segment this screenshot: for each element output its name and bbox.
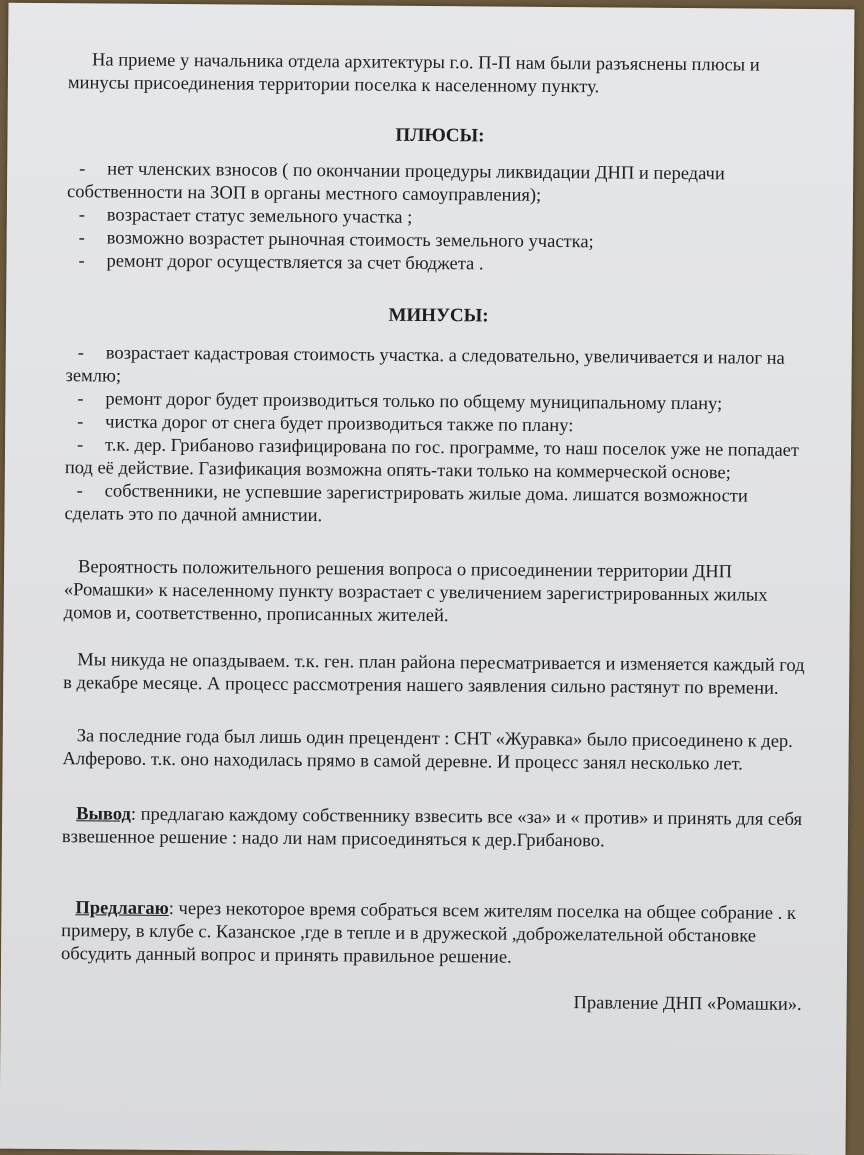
list-dash: - — [76, 481, 83, 502]
list-dash: - — [78, 251, 85, 272]
list-dash: - — [78, 205, 86, 226]
cons-heading: МИНУСЫ: — [388, 304, 489, 327]
list-dash: - — [77, 412, 84, 433]
pros-list — [66, 158, 812, 279]
intro-paragraph: На приеме у начальника отдела архитектуры г.о. П-П нам были разъяснены плюсы и минусы присоединения территории поселка к населенному пункту. — [67, 50, 760, 98]
list-item-text: нет членских взносов ( по окончании процедуры ликвидации ДНП и передачи собственности на ЗОП в органы местного самоуправления); — [66, 159, 725, 206]
list-dash: - — [79, 159, 86, 180]
list-item-text: возможно возрастет рыночная стоимость земельного участка; — [106, 228, 594, 253]
precedent-paragraph: За последние года был лишь один прецендент : СНТ «Журавка» было присоединено к дер. Алферово. т.к. оно находилась прямо в самой деревне. И процесс занял несколько лет. — [62, 726, 793, 775]
list-item-text: возрастает кадастровая стоимость участка. а следовательно, увеличивается и налог на землю; — [65, 343, 785, 387]
list-dash: - — [77, 343, 85, 364]
list-item — [65, 342, 810, 394]
list-item-text: возрастает статус земельного участка ; — [106, 205, 413, 228]
list-item-text: ремонт дорог осуществляется за счет бюджета . — [106, 251, 484, 275]
proposal-paragraph — [61, 897, 807, 972]
cons-list — [64, 342, 810, 532]
proposal-text: через некоторое время собраться всем жителям поселка на общее собрание . к примеру, в клубе с. Казанское ,где в тепле и в дружеской ,доброжелательной обстановке обсудить данный вопрос и принять правильное решение. — [60, 899, 796, 968]
pros-heading: ПЛЮСЫ: — [395, 124, 485, 147]
list-dash: - — [77, 389, 84, 410]
document-body — [61, 49, 814, 1017]
conclusion-paragraph — [62, 803, 807, 855]
signature: Правление ДНП «Ромашки». — [573, 993, 802, 1015]
list-item — [66, 250, 811, 279]
probability-paragraph: Вероятность положительного решения вопроса о присоединении территории ДНП «Ромашки» к населенному пункту возрастает с увеличением зарегистрированных жилых домов и, соответственно, прописанных жителей. — [63, 557, 768, 627]
conclusion-text: предлагаю каждому собственнику взвесить все «за» и « против» и принять для себя взвешенное решение : надо ли нам присоединяться к дер.Грибаново. — [61, 804, 803, 852]
conclusion-label: Вывод — [76, 804, 131, 825]
proposal-colon: : — [168, 898, 175, 920]
list-item — [64, 480, 809, 532]
paper-sheet — [0, 3, 854, 1155]
list-dash: - — [76, 435, 84, 456]
list-item — [65, 434, 810, 486]
conclusion-colon: : — [130, 804, 137, 825]
list-item-text: чистка дорог от снега будет производиться также по плану: — [105, 412, 574, 437]
list-item-text: ремонт дорог будет производиться только по общему муниципальному плану; — [105, 389, 723, 415]
list-item-text: т.к. дер. Грибаново газифицирована по гос. программе, то наш поселок уже не попадает под её действие. Газификация возможна опять-таки только на коммерческой основе; — [64, 435, 800, 484]
no-hurry-paragraph: Мы никуда не опаздываем. т.к. ген. план района пересматривается и изменяется каждый год в декабре месяце. А процесс рассмотрения нашего заявления сильно растянут по времени. — [63, 650, 805, 699]
list-dash: - — [78, 228, 85, 249]
list-item — [67, 158, 812, 210]
proposal-label: Предлагаю — [75, 898, 169, 919]
list-item-text: собственники, не успевшие зарегистрировать жилые дома. лишатся возможности сделать это по дачной амнистии. — [64, 481, 748, 527]
